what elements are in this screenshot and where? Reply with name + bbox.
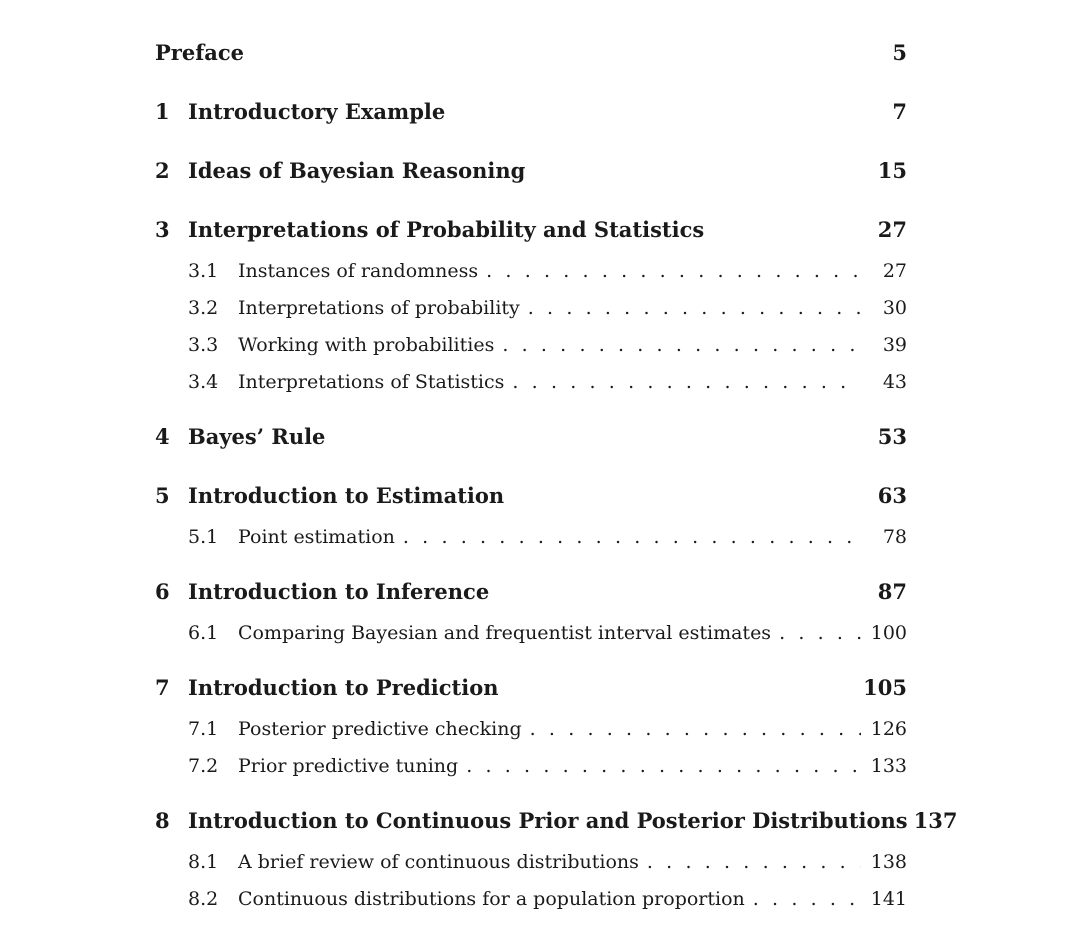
chapter-page: 87 <box>877 579 907 604</box>
section-title: Instances of randomness <box>238 260 479 282</box>
dot-leader <box>502 327 861 364</box>
chapter-number: 3 <box>155 217 170 242</box>
toc-chapter-entry[interactable] <box>155 798 958 844</box>
toc-section-entry[interactable] <box>155 711 907 748</box>
toc-section-entry[interactable] <box>155 748 907 785</box>
chapter-title: Bayes’ Rule <box>188 424 326 449</box>
chapter-page: 7 <box>892 99 907 124</box>
section-title: Posterior predictive checking <box>238 718 522 740</box>
chapter-page: 137 <box>913 808 958 833</box>
section-number: 7.2 <box>188 755 219 777</box>
chapter-number: 6 <box>155 579 170 604</box>
chapter-number: 5 <box>155 483 170 508</box>
section-page: 78 <box>882 526 907 548</box>
toc-preface-entry[interactable] <box>155 30 907 76</box>
chapter-number: 7 <box>155 675 170 700</box>
section-number: 3.3 <box>188 334 219 356</box>
chapter-title: Introduction to Continuous Prior and Posterior Distributions <box>188 808 908 833</box>
section-page: 39 <box>882 334 907 356</box>
chapter-page: 27 <box>877 217 907 242</box>
dot-leader <box>486 253 861 290</box>
toc-section-entry[interactable] <box>155 519 907 556</box>
section-title: Working with probabilities <box>238 334 495 356</box>
section-page: 138 <box>870 851 907 873</box>
dot-leader <box>530 711 861 748</box>
section-number: 3.2 <box>188 297 219 319</box>
section-title: Continuous distributions for a population proportion <box>238 888 745 910</box>
section-page: 141 <box>870 888 907 910</box>
toc-section-entry[interactable] <box>155 327 907 364</box>
chapter-number: 8 <box>155 808 170 833</box>
toc-chapter-entry[interactable] <box>155 414 907 460</box>
dot-leader <box>512 364 861 401</box>
section-number: 7.1 <box>188 718 219 740</box>
section-title: Interpretations of Statistics <box>238 371 505 393</box>
dot-leader <box>528 290 861 327</box>
section-page: 30 <box>882 297 907 319</box>
toc-section-entry[interactable] <box>155 615 907 652</box>
chapter-number: 1 <box>155 99 170 124</box>
toc-section-entry[interactable] <box>155 364 907 401</box>
toc-section-entry[interactable] <box>155 881 907 918</box>
section-title: Comparing Bayesian and frequentist interval estimates <box>238 622 772 644</box>
toc-chapter-entry[interactable] <box>155 569 907 615</box>
chapter-title: Introductory Example <box>188 99 446 124</box>
chapter-title: Interpretations of Probability and Statistics <box>188 217 705 242</box>
section-page: 43 <box>882 371 907 393</box>
section-number: 3.1 <box>188 260 219 282</box>
section-page: 126 <box>870 718 907 740</box>
chapter-number: 2 <box>155 158 170 183</box>
toc-chapter-entry[interactable] <box>155 665 907 711</box>
dot-leader <box>466 748 861 785</box>
section-page: 27 <box>882 260 907 282</box>
chapter-title: Introduction to Prediction <box>188 675 499 700</box>
dot-leader <box>647 844 861 881</box>
section-number: 3.4 <box>188 371 219 393</box>
chapter-title: Introduction to Estimation <box>188 483 505 508</box>
section-number: 8.1 <box>188 851 219 873</box>
chapter-title: Preface <box>155 40 245 65</box>
section-page: 100 <box>870 622 907 644</box>
dot-leader <box>403 519 861 556</box>
section-number: 5.1 <box>188 526 219 548</box>
section-title: A brief review of continuous distributions <box>238 851 639 873</box>
section-page: 133 <box>870 755 907 777</box>
table-of-contents <box>155 30 958 918</box>
toc-chapter-entry[interactable] <box>155 148 907 194</box>
toc-chapter-entry[interactable] <box>155 207 907 253</box>
section-title: Prior predictive tuning <box>238 755 459 777</box>
chapter-title: Introduction to Inference <box>188 579 490 604</box>
chapter-title: Ideas of Bayesian Reasoning <box>188 158 526 183</box>
toc-section-entry[interactable] <box>155 844 907 881</box>
dot-leader <box>779 615 861 652</box>
chapter-page: 5 <box>892 40 907 65</box>
toc-chapter-entry[interactable] <box>155 89 907 135</box>
chapter-page: 63 <box>877 483 907 508</box>
section-number: 6.1 <box>188 622 219 644</box>
section-title: Point estimation <box>238 526 395 548</box>
section-title: Interpretations of probability <box>238 297 520 319</box>
chapter-page: 105 <box>863 675 907 700</box>
chapter-page: 15 <box>877 158 907 183</box>
toc-section-entry[interactable] <box>155 253 907 290</box>
toc-section-entry[interactable] <box>155 290 907 327</box>
section-number: 8.2 <box>188 888 219 910</box>
chapter-page: 53 <box>877 424 907 449</box>
toc-chapter-entry[interactable] <box>155 473 907 519</box>
dot-leader <box>753 881 861 918</box>
chapter-number: 4 <box>155 424 170 449</box>
